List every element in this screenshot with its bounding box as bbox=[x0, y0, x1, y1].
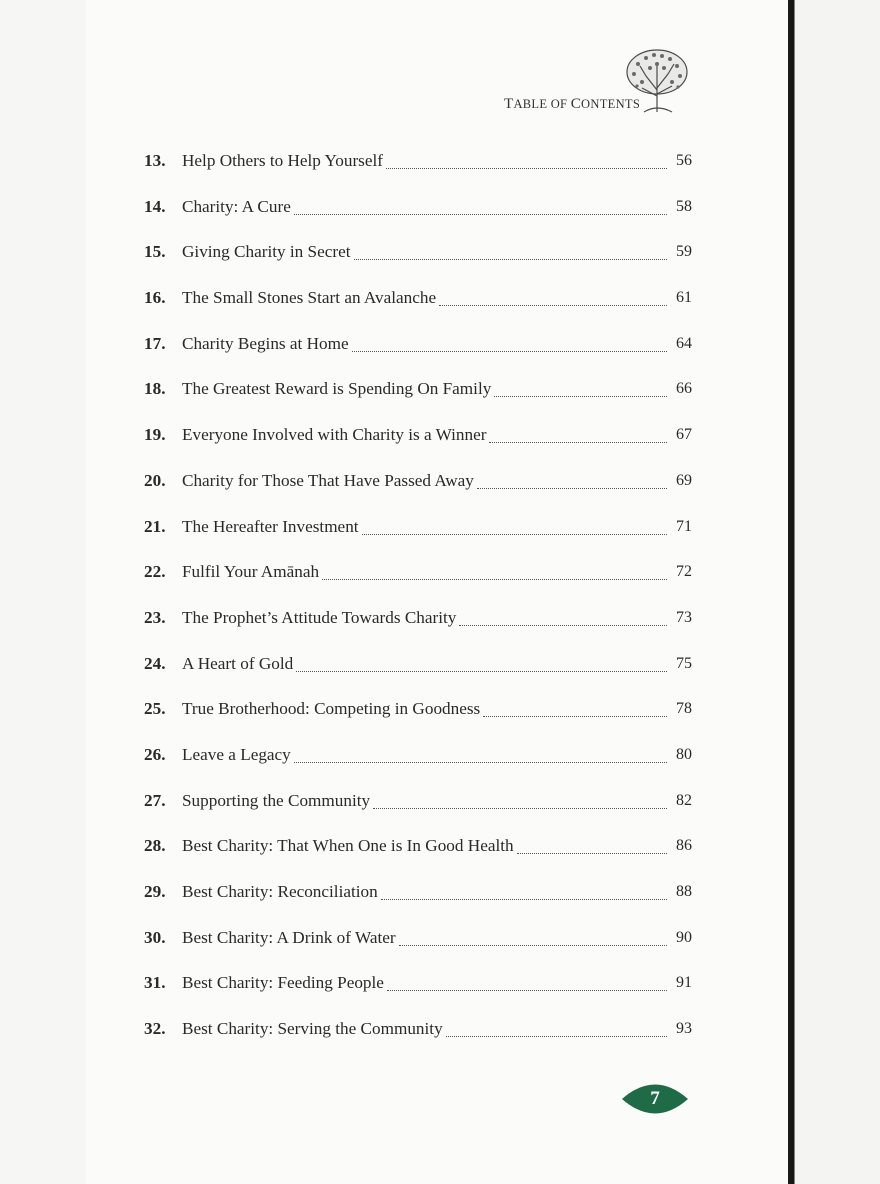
page-number: 7 bbox=[650, 1088, 660, 1109]
toc-entry bbox=[144, 790, 692, 836]
toc-entry-title: The Prophet’s Attitude Towards Charity bbox=[182, 607, 457, 627]
toc-entry-page: 64 bbox=[676, 334, 692, 352]
toc-entry-number: 27. bbox=[144, 790, 166, 810]
toc-leader-dots bbox=[322, 561, 667, 580]
toc-leader-dots bbox=[459, 607, 667, 626]
toc-entry bbox=[144, 196, 692, 242]
toc-entry-page: 72 bbox=[676, 563, 692, 581]
toc-entry-page: 56 bbox=[676, 152, 692, 169]
toc-entry-title: The Hereafter Investment bbox=[182, 516, 359, 536]
toc-entry-page: 75 bbox=[676, 654, 692, 672]
toc-entry-page: 93 bbox=[676, 1020, 692, 1038]
toc-entry bbox=[144, 698, 692, 744]
toc-entry-number: 31. bbox=[144, 973, 166, 993]
toc-leader-dots bbox=[517, 835, 667, 854]
toc-entry bbox=[144, 607, 692, 653]
toc-entry-page: 90 bbox=[676, 928, 692, 946]
toc-entry bbox=[144, 927, 692, 973]
toc-entry-title: Supporting the Community bbox=[182, 790, 371, 810]
toc-entry-number: 30. bbox=[144, 927, 166, 947]
toc-entry-title: A Heart of Gold bbox=[182, 653, 294, 673]
toc-entry-number: 21. bbox=[144, 516, 166, 536]
toc-leader-dots bbox=[387, 972, 667, 991]
toc-leader-dots bbox=[373, 790, 667, 809]
header-text-1: ABLE OF bbox=[513, 97, 571, 111]
toc-entry-number: 19. bbox=[144, 425, 166, 445]
toc-entry bbox=[144, 835, 692, 881]
toc-leader-dots bbox=[294, 744, 667, 763]
toc-entry-page: 66 bbox=[676, 380, 692, 398]
toc-leader-dots bbox=[381, 881, 667, 900]
toc-leader-dots bbox=[494, 378, 667, 397]
toc-entry-title: Best Charity: Reconciliation bbox=[182, 882, 378, 901]
toc-leader-dots bbox=[489, 424, 667, 443]
toc-entry-page: 73 bbox=[676, 608, 692, 626]
toc-entry-number: 13. bbox=[144, 151, 166, 170]
toc-leader-dots bbox=[362, 516, 667, 535]
toc-entry-page: 59 bbox=[676, 243, 692, 261]
toc-entry bbox=[144, 881, 692, 927]
toc-entry bbox=[144, 516, 692, 562]
toc-leader-dots bbox=[352, 333, 667, 352]
toc-entry-number: 24. bbox=[144, 653, 166, 673]
toc-entry-page: 86 bbox=[676, 837, 692, 855]
toc-entry bbox=[144, 287, 692, 333]
toc-entry-title: Best Charity: That When One is In Good Health bbox=[182, 836, 514, 856]
toc-entry-title: Help Others to Help Yourself bbox=[182, 151, 383, 170]
toc-entry-number: 26. bbox=[144, 744, 166, 764]
toc-entry bbox=[144, 561, 692, 607]
toc-entry-page: 61 bbox=[676, 289, 692, 307]
toc-leader-dots bbox=[439, 287, 667, 306]
toc-entry bbox=[144, 972, 692, 1018]
toc-entry-number: 28. bbox=[144, 836, 166, 856]
header-text-2: ONTENTS bbox=[581, 97, 641, 111]
toc-entry bbox=[144, 378, 692, 424]
toc-leader-dots bbox=[296, 653, 667, 672]
toc-entry-title: The Small Stones Start an Avalanche bbox=[182, 288, 437, 308]
toc-entry-page: 80 bbox=[676, 745, 692, 763]
toc-entry-title: The Greatest Reward is Spending On Family bbox=[182, 379, 492, 399]
toc-entry-number: 16. bbox=[144, 288, 166, 308]
header-cap-c: C bbox=[570, 96, 582, 112]
toc-entry bbox=[144, 1018, 692, 1064]
toc-entry-page: 88 bbox=[676, 883, 692, 900]
toc-entry-title: Charity for Those That Have Passed Away bbox=[182, 470, 474, 490]
running-header bbox=[504, 96, 640, 113]
toc-entry-number: 15. bbox=[144, 242, 166, 262]
toc-leader-dots bbox=[483, 698, 667, 717]
book-page bbox=[86, 0, 788, 1184]
toc-entry-title: Best Charity: A Drink of Water bbox=[182, 927, 396, 947]
toc-entry-page: 82 bbox=[676, 791, 692, 809]
toc-entry-page: 71 bbox=[676, 517, 692, 535]
toc-entry-page: 67 bbox=[676, 426, 692, 444]
toc-entry bbox=[144, 744, 692, 790]
toc-entry bbox=[144, 424, 692, 470]
toc-entry-number: 20. bbox=[144, 470, 166, 490]
toc-entry-page: 58 bbox=[676, 197, 692, 215]
toc-entry-title: Everyone Involved with Charity is a Winner bbox=[182, 425, 487, 445]
toc-entry-title: Best Charity: Feeding People bbox=[182, 973, 384, 993]
toc-entry-page: 69 bbox=[676, 471, 692, 489]
toc-entry-title: Fulfil Your Amānah bbox=[182, 562, 320, 582]
table-of-contents bbox=[144, 150, 692, 1064]
toc-entry bbox=[144, 653, 692, 699]
toc-leader-dots bbox=[294, 196, 667, 215]
toc-entry-number: 22. bbox=[144, 562, 166, 582]
toc-entry bbox=[144, 470, 692, 516]
toc-leader-dots bbox=[399, 927, 667, 946]
toc-entry bbox=[144, 150, 692, 196]
toc-entry bbox=[144, 333, 692, 379]
toc-entry-number: 17. bbox=[144, 333, 166, 353]
toc-leader-dots bbox=[477, 470, 667, 489]
toc-entry-number: 25. bbox=[144, 699, 166, 719]
toc-entry-number: 18. bbox=[144, 379, 166, 399]
toc-entry-number: 29. bbox=[144, 882, 166, 901]
toc-entry-title: Giving Charity in Secret bbox=[182, 242, 351, 262]
toc-entry-title: Charity Begins at Home bbox=[182, 333, 349, 353]
toc-entry bbox=[144, 241, 692, 287]
toc-entry-title: Best Charity: Serving the Community bbox=[182, 1019, 443, 1039]
toc-entry-number: 14. bbox=[144, 196, 166, 216]
toc-entry-number: 32. bbox=[144, 1019, 166, 1039]
toc-leader-dots bbox=[354, 241, 667, 260]
toc-entry-page: 91 bbox=[676, 974, 692, 992]
header-cap-t: T bbox=[504, 96, 514, 112]
toc-entry-number: 23. bbox=[144, 607, 166, 627]
right-page-edge bbox=[788, 0, 880, 1184]
toc-entry-title: Charity: A Cure bbox=[182, 196, 291, 216]
toc-entry-page: 78 bbox=[676, 700, 692, 718]
toc-leader-dots bbox=[386, 150, 667, 169]
toc-entry-title: True Brotherhood: Competing in Goodness bbox=[182, 699, 481, 719]
toc-entry-title: Leave a Legacy bbox=[182, 744, 291, 764]
toc-leader-dots bbox=[446, 1018, 667, 1037]
left-page-edge bbox=[0, 0, 86, 1184]
